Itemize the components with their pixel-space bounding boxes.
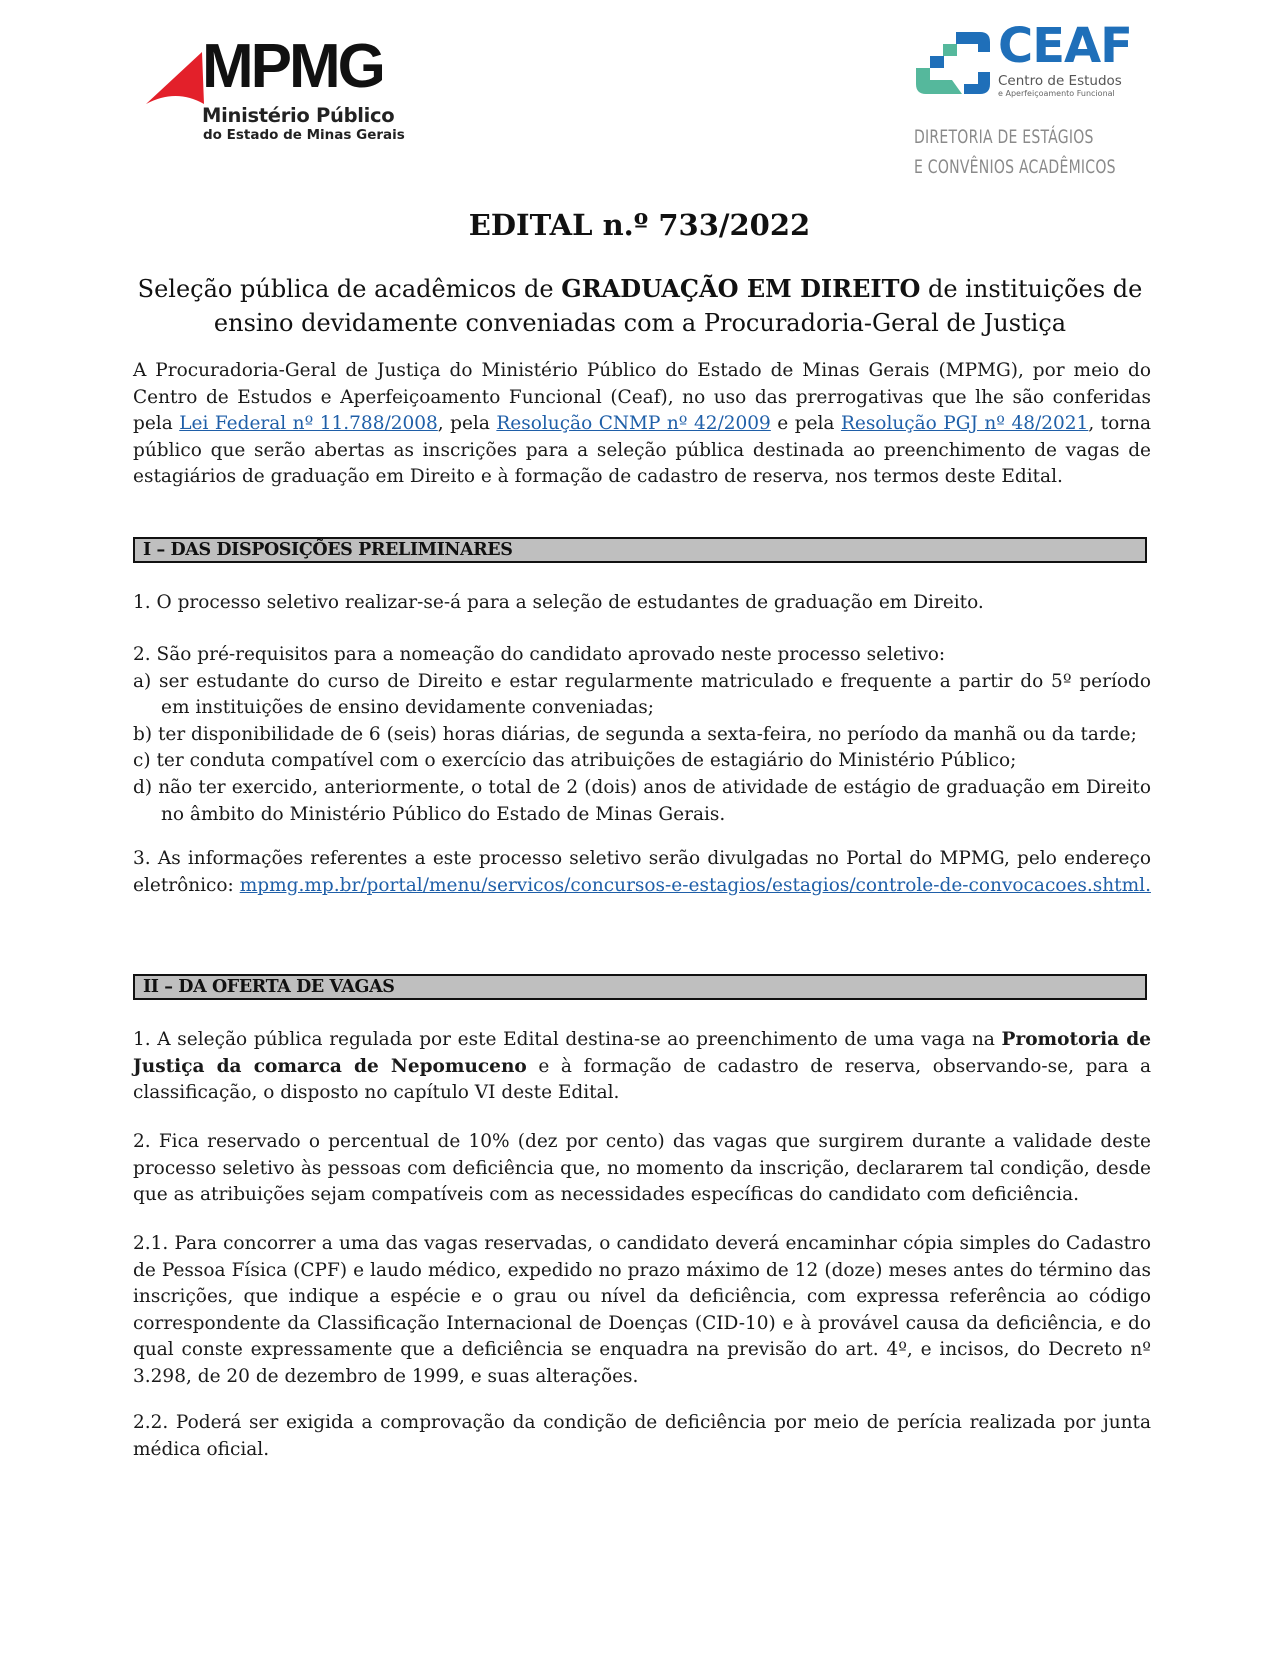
mpmg-logo-line1: Ministério Público (202, 104, 395, 127)
link-resolucao-pgj[interactable]: Resolução PGJ nº 48/2021 (840, 413, 1089, 435)
intro-text: A Procuradoria-Geral de Justiça do Ministério Público do Estado de Minas Gerais (MPMG), por meio do Centro de Estudos e Aperfeiçoamento Funcional (Ceaf), no uso das prerrogativas que lhe são conferidas pela (133, 360, 1151, 435)
section1-item3 (133, 846, 1151, 899)
section1-item2-intro: 2. São pré-requisitos para a nomeação do candidato aprovado neste processo seletivo: (133, 644, 946, 665)
intro-paragraph (133, 358, 1151, 491)
section-heading: I – DAS DISPOSIÇÕES PRELIMINARES (143, 540, 513, 560)
section2-item2: 2. Fica reservado o percentual de 10% (dez por cento) das vagas que surgirem durante a validade deste processo seletivo às pessoas com deficiência que, no momento da inscrição, declararem tal condição, desde que as atribuições sejam compatíveis com as necessidades específicas do candidato com deficiência. (133, 1131, 1151, 1206)
requirement-item: a) ser estudante do curso de Direito e estar regularmente matriculado e frequente a partir do 5º período em instituições de ensino devidamente conveniadas; (133, 670, 1151, 719)
subtitle-bold: GRADUAÇÃO EM DIREITO (561, 274, 921, 303)
section-heading-bar (133, 537, 1147, 563)
ceaf-department-line1: DIRETORIA DE ESTÁGIOS (914, 126, 1094, 148)
section2-item2-1: 2.1. Para concorrer a uma das vagas reservadas, o candidato deverá encaminhar cópia simples do Cadastro de Pessoa Física (CPF) e laudo médico, expedido no prazo máximo de 12 (doze) meses antes do término das inscrições, que indique a espécie e o grau ou nível da deficiência, com expressa referência ao código correspondente da Classificação Internacional de Doenças (CID-10) e à provável causa da deficiência, e do qual conste expressamente que a deficiência se enquadra na previsão do art. 4º, e incisos, do Decreto nº 3.298, de 20 de dezembro de 1999, e suas alterações. (133, 1233, 1151, 1387)
requirement-item: b) ter disponibilidade de 6 (seis) horas diárias, de segunda a sexta-feira, no período da manhã ou da tarde; (133, 723, 1137, 745)
link-lei-federal[interactable]: Lei Federal nº 11.788/2008 (179, 413, 438, 435)
document-title: EDITAL n.º 733/2022 (468, 208, 811, 242)
subtitle-text-before: Seleção pública de acadêmicos de (137, 275, 562, 303)
requirement-item: c) ter conduta compatível com o exercício das atribuições de estagiário do Ministério Público; (133, 750, 1017, 772)
link-resolucao-cnmp[interactable]: Resolução CNMP nº 42/2009 (496, 413, 771, 435)
link-controle-de-convocacoes[interactable]: mpmg.mp.br/portal/menu/servicos/concursos-e-estagios/estagios/controle-de-convocacoes.shtml. (239, 874, 1151, 896)
intro-text: e pela (770, 413, 841, 435)
ceaf-wordmark: CEAF (998, 18, 1132, 74)
section-heading: II – DA OFERTA DE VAGAS (143, 977, 395, 997)
ceaf-logo (912, 18, 1132, 188)
subtitle-text-after: de instituições de ensino devidamente conveniadas com a Procuradoria-Geral de Justiça (213, 275, 1143, 337)
requirement-item: d) não ter exercido, anteriormente, o total de 2 (dois) anos de atividade de estágio de graduação em Direito no âmbito do Ministério Público do Estado de Minas Gerais. (133, 776, 1151, 825)
mpmg-logo (146, 32, 416, 150)
section2-item1-bold: Promotoria de Justiça da comarca de Nepomuceno (133, 1029, 1151, 1077)
section2-item1-text: 1. A seleção pública regulada por este Edital destina-se ao preenchimento de uma vaga na (133, 1029, 1002, 1050)
intro-text: , pela (437, 413, 497, 435)
section1-item2 (133, 642, 1151, 828)
ceaf-logo-line2: e Aperfeiçoamento Funcional (998, 89, 1115, 98)
ceaf-department (914, 122, 1116, 182)
section2-item1-text: e à formação de cadastro de reserva, observando-se, para a classificação, o disposto no capítulo VI deste Edital. (133, 1055, 1151, 1104)
section-heading-bar (133, 974, 1147, 1000)
mpmg-logo-line2: do Estado de Minas Gerais (203, 127, 405, 143)
mpmg-red-triangle-icon (146, 52, 206, 108)
ceaf-department-line2: E CONVÊNIOS ACADÊMICOS (914, 156, 1116, 178)
section1-item1: 1. O processo seletivo realizar-se-á para a seleção de estudantes de graduação em Direito. (133, 592, 984, 613)
intro-text: , torna público que serão abertas as inscrições para a seleção pública destinada ao preenchimento de vagas de estagiários de graduação em Direito e à formação de cadastro de reserva, nos termos deste Edital. (133, 413, 1152, 488)
mpmg-wordmark: MPMG (202, 32, 383, 101)
section2-item1 (133, 1027, 1151, 1107)
ceaf-logo-line1: Centro de Estudos (998, 73, 1122, 89)
ceaf-mark-icon (912, 28, 996, 100)
section1-item3-text: 3. As informações referentes a este processo seletivo serão divulgadas no Portal do MPMG, pelo endereço eletrônico: (133, 848, 1151, 896)
document-subtitle (130, 272, 1150, 340)
section2-item2-2: 2.2. Poderá ser exigida a comprovação da condição de deficiência por meio de perícia realizada por junta médica oficial. (133, 1412, 1151, 1460)
